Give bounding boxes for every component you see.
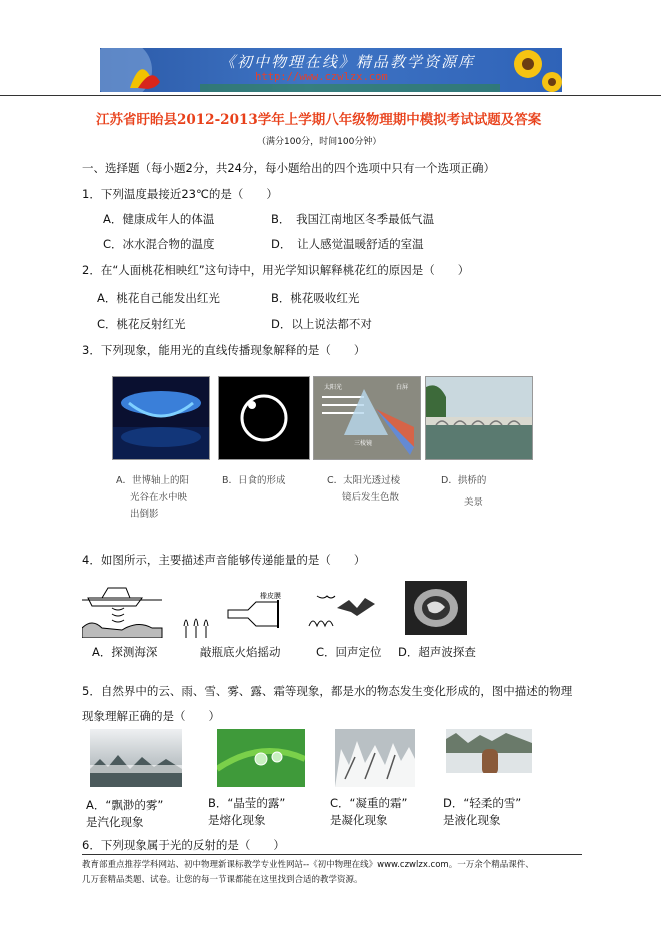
q4-stem: 4．如图所示，主要描述声音能够传递能量的是（ ） xyxy=(82,553,366,567)
q5-option-a-line1: A．“飘渺的雾” xyxy=(86,798,164,812)
score-info: （满分100分，时间100分钟） xyxy=(257,137,382,147)
banner-title: 《初中物理在线》精品教学资源库 xyxy=(220,53,476,71)
q3-caption-a3: 出倒影 xyxy=(130,509,159,520)
q4-option-b: 敲瓶底火焰摇动 xyxy=(200,645,281,659)
q1-option-d: D． 让人感觉温暖舒适的室温 xyxy=(271,237,424,251)
q5-photo-dew xyxy=(217,729,305,787)
q3-caption-c2: 镜后发生色散 xyxy=(342,492,400,503)
q3-stem: 3．下列现象，能用光的直线传播现象解释的是（ ） xyxy=(82,343,366,357)
header-rule xyxy=(0,95,661,96)
q6-stem: 6．下列现象属于光的反射的是（ ） xyxy=(82,838,285,852)
q3-caption-a2: 光谷在水中映 xyxy=(130,492,188,503)
q5-option-c-line1: C．“凝重的霜” xyxy=(330,796,408,810)
q3-photo-b xyxy=(218,376,310,460)
q3-photo-a xyxy=(112,376,210,460)
section-heading: 一、选择题（每小题2分，共24分，每小题给出的四个选项中只有一个选项正确） xyxy=(82,161,495,175)
q4-option-a: A．探测海深 xyxy=(92,645,158,659)
footer-rule xyxy=(82,854,582,855)
footer-line1: 教育部重点推荐学科网站、初中物理新课标教学专业性网站--《初中物理在线》www.czwlzx.com。一万余个精品课件、 xyxy=(82,860,534,870)
q3-caption-d1: D．拱桥的 xyxy=(441,475,487,486)
q4-option-d: D．超声波探查 xyxy=(398,645,476,659)
q3-caption-b: B．日食的形成 xyxy=(222,475,286,486)
q4-figure-d xyxy=(405,581,467,635)
q5-photo-frost xyxy=(335,729,415,787)
q3-caption-a1: A．世博轴上的阳 xyxy=(116,475,189,486)
q4-figure-a xyxy=(82,578,164,638)
header-banner xyxy=(100,48,562,92)
q5-stem-line2: 现象理解正确的是（ ） xyxy=(82,709,220,723)
q1-option-a: A．健康成年人的体温 xyxy=(103,212,215,226)
q5-option-c-line2: 是凝化现象 xyxy=(330,813,388,827)
document-title: 江苏省盱眙县2012-2013学年上学期八年级物理期中模拟考试试题及答案 xyxy=(96,112,542,128)
q2-stem: 2．在“人面桃花相映红”这句诗中，用光学知识解释桃花红的原因是（ ） xyxy=(82,263,470,277)
q4-option-c: C．回声定位 xyxy=(316,645,382,659)
q5-option-a-line2: 是汽化现象 xyxy=(86,815,144,829)
q1-option-b: B． 我国江南地区冬季最低气温 xyxy=(271,212,435,226)
q2-option-d: D．以上说法都不对 xyxy=(271,317,372,331)
banner-url[interactable]: http://www.czwlzx.com xyxy=(255,71,388,83)
q3-photo-c xyxy=(313,376,421,460)
q2-option-c: C．桃花反射红光 xyxy=(97,317,186,331)
q2-option-a: A．桃花自己能发出红光 xyxy=(97,291,220,305)
q3-photo-d xyxy=(425,376,533,460)
q3-caption-c1: C．太阳光透过棱 xyxy=(327,475,401,486)
q3-caption-d2: 美景 xyxy=(464,497,484,508)
prism-label-sunlight: 太阳光 xyxy=(324,384,343,391)
prism-label-prism: 三棱镜 xyxy=(354,440,373,447)
prism-label-screen: 白屏 xyxy=(396,384,409,391)
q5-photo-snow xyxy=(446,729,532,787)
q1-option-c: C．冰水混合物的温度 xyxy=(103,237,215,251)
q1-stem: 1．下列温度最接近23℃的是（ ） xyxy=(82,187,278,201)
q5-option-d-line1: D．“轻柔的雪” xyxy=(443,796,522,810)
q5-option-b-line1: B．“晶莹的露” xyxy=(208,796,286,810)
q5-option-d-line2: 是液化现象 xyxy=(443,813,501,827)
footer-line2: 几万套精品类题、试卷。让您的每一节课都能在这里找到合适的教学资源。 xyxy=(82,875,363,885)
q5-option-b-line2: 是熔化现象 xyxy=(208,813,266,827)
q5-photo-fog xyxy=(90,729,182,787)
q4-figure-c xyxy=(307,586,379,636)
q5-stem-line1: 5．自然界中的云、雨、雪、雾、露、霜等现象，都是水的物态发生变化形成的，图中描述的物理 xyxy=(82,684,573,698)
rubber-membrane-label: 橡皮膜 xyxy=(260,592,281,600)
q4-figure-b xyxy=(178,590,308,640)
q2-option-b: B．桃花吸收红光 xyxy=(271,291,360,305)
